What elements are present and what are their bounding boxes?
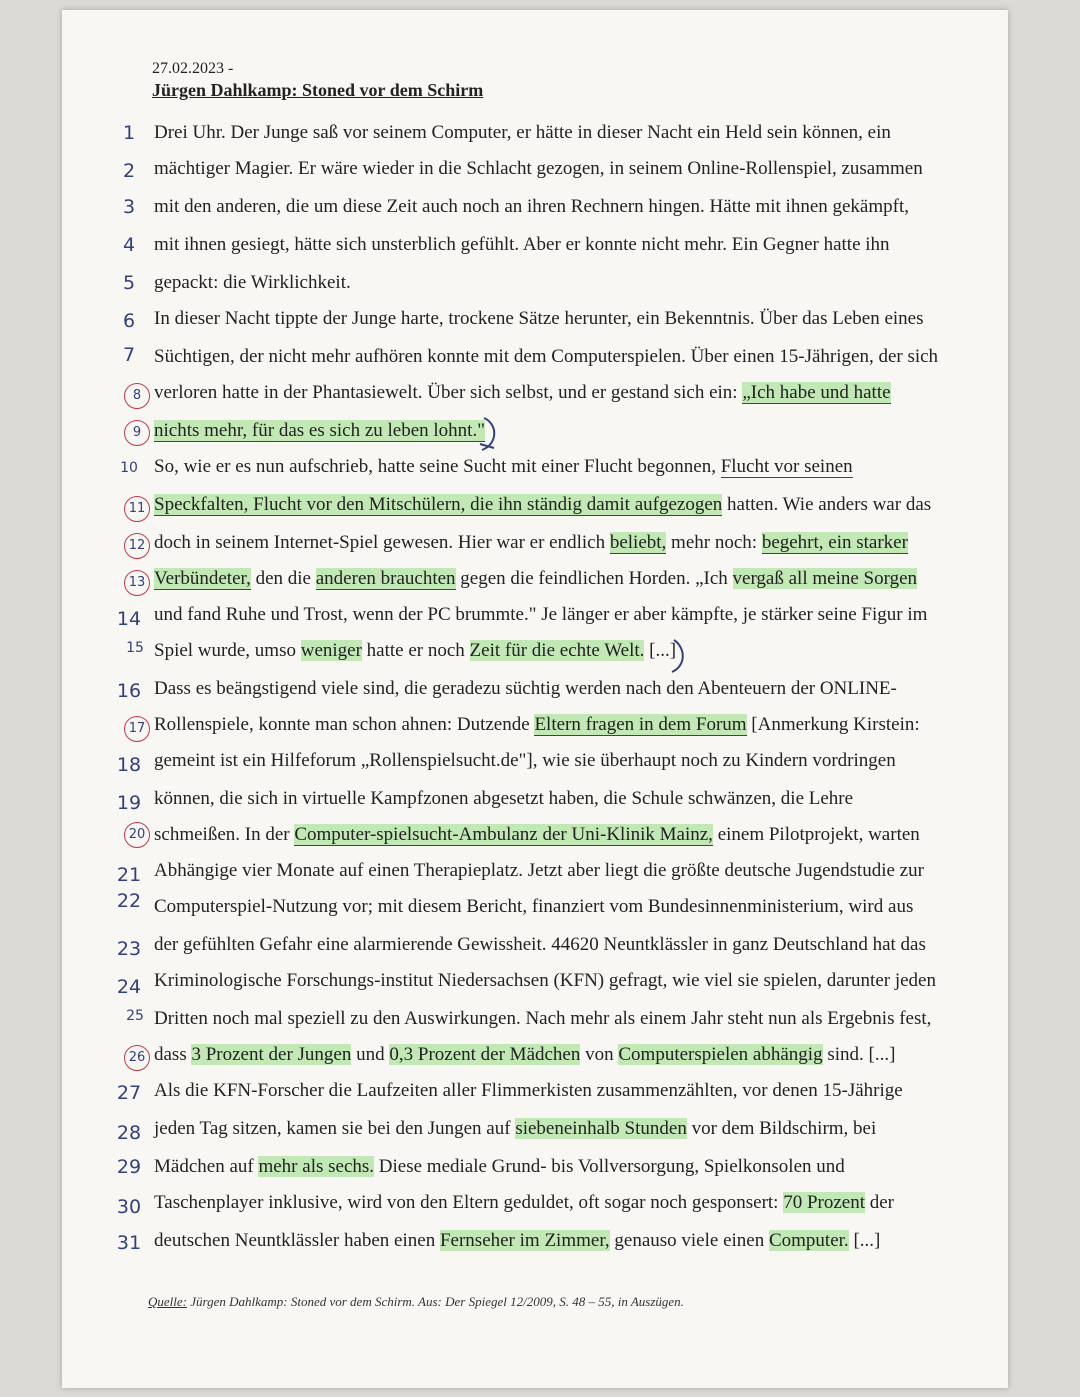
text-line: Rollenspiele, konnte man schon ahnen: Dutzende Eltern fragen in dem Forum [Anmerkung Kirstein: bbox=[154, 714, 920, 735]
text-line: und fand Ruhe und Trost, wenn der PC brummte." Je länger er aber kämpfte, je stärker seine Figur im bbox=[154, 604, 928, 625]
line-number-circled: 20 bbox=[124, 822, 150, 848]
text-line: Taschenplayer inklusive, wird von den Eltern geduldet, oft sogar noch gesponsert: 70 Prozent der bbox=[154, 1192, 895, 1213]
line-number: 15 bbox=[126, 640, 144, 656]
highlighted-phrase: 3 Prozent der Jungen bbox=[191, 1044, 352, 1065]
highlighted-phrase: Computerspielen abhängig bbox=[618, 1044, 823, 1065]
line-number: 23 bbox=[116, 938, 142, 960]
line-number: 3 bbox=[122, 196, 136, 218]
line-number: 4 bbox=[122, 234, 136, 256]
text-line: mächtiger Magier. Er wäre wieder in die Schlacht gezogen, in seinem Online-Rollenspiel, zusammen bbox=[154, 158, 923, 179]
line-number: 27 bbox=[116, 1082, 142, 1104]
line-number: 30 bbox=[116, 1196, 142, 1218]
line-number: 19 bbox=[116, 792, 142, 814]
line-number: 24 bbox=[116, 976, 142, 998]
highlighted-phrase: weniger bbox=[300, 640, 362, 661]
text-line: Speckfalten, Flucht vor den Mitschülern, die ihn ständig damit aufgezogen hatten. Wie anders war das bbox=[154, 494, 932, 515]
text-line: Abhängige vier Monate auf einen Therapieplatz. Jetzt aber liegt die größte deutsche Jugendstudie zur bbox=[154, 860, 924, 881]
text-line bbox=[154, 420, 934, 442]
highlighted-phrase: Computer. bbox=[768, 1230, 849, 1251]
highlighted-phrase: begehrt, ein starker bbox=[761, 532, 908, 553]
text-line: deutschen Neuntklässler haben einen Fernseher im Zimmer, genauso viele einen Computer. [...] bbox=[154, 1230, 881, 1251]
text-line: Dritten noch mal speziell zu den Auswirkungen. Nach mehr als einem Jahr steht nun als Ergebnis fest, bbox=[154, 1008, 932, 1029]
text-line: Mädchen auf mehr als sechs. Diese mediale Grund- bis Vollversorgung, Spielkonsolen und bbox=[154, 1156, 845, 1177]
text-line: So, wie er es nun aufschrieb, hatte seine Sucht mit einer Flucht begonnen, Flucht vor seinen bbox=[154, 456, 853, 477]
text-line: Kriminologische Forschungs-institut Niedersachsen (KFN) gefragt, wie viel sie spielen, darunter jeden bbox=[154, 970, 936, 991]
line-number-circled: 8 bbox=[124, 383, 150, 409]
text-line: mit ihnen gesiegt, hätte sich unsterblich gefühlt. Aber er konnte nicht mehr. Ein Gegner hatte ihn bbox=[154, 234, 890, 255]
text-line: Dass es beängstigend viele sind, die geradezu süchtig werden nach den Abenteuern der ONLINE- bbox=[154, 678, 897, 699]
highlighted-phrase: mehr als sechs. bbox=[258, 1156, 375, 1177]
highlighted-phrase: siebeneinhalb Stunden bbox=[515, 1118, 687, 1139]
highlighted-quote: „Ich habe und hatte bbox=[742, 382, 891, 403]
line-number-circled: 9 bbox=[124, 420, 150, 446]
text-line: Verbündeter, den die anderen brauchten gegen die feindlichen Horden. „Ich vergaß all meine Sorgen bbox=[154, 568, 918, 589]
line-number: 14 bbox=[116, 608, 142, 630]
text-line: In dieser Nacht tippte der Junge harte, trockene Sätze herunter, ein Bekenntnis. Über das Leben eines bbox=[154, 308, 924, 329]
line-number: 16 bbox=[116, 680, 142, 702]
text-line: Spiel wurde, umso weniger hatte er noch Zeit für die echte Welt. [...] bbox=[154, 640, 677, 661]
line-number: 31 bbox=[116, 1232, 142, 1254]
text-line: dass 3 Prozent der Jungen und 0,3 Prozent der Mädchen von Computerspielen abhängig sind. [...] bbox=[154, 1044, 896, 1065]
text-line: Als die KFN-Forscher die Laufzeiten aller Flimmerkisten zusammenzählten, vor denen 15-Jährige bbox=[154, 1080, 903, 1101]
underlined-phrase: Flucht vor seinen bbox=[720, 456, 853, 477]
text-line: verloren hatte in der Phantasiewelt. Über sich selbst, und er gestand sich ein: „Ich habe und hatte bbox=[154, 382, 891, 403]
line-number-circled: 12 bbox=[124, 533, 150, 559]
highlighted-phrase: anderen brauchten bbox=[315, 568, 456, 589]
line-number: 25 bbox=[126, 1008, 144, 1024]
source-citation: Quelle: Jürgen Dahlkamp: Stoned vor dem Schirm. Aus: Der Spiegel 12/2009, S. 48 – 55, in Auszügen. bbox=[148, 1294, 684, 1309]
text-line: mit den anderen, die um diese Zeit auch noch an ihren Rechnern hingen. Hätte mit ihnen gekämpft, bbox=[154, 196, 909, 217]
line-number: 7 bbox=[122, 344, 136, 366]
highlighted-phrase: beliebt, bbox=[609, 532, 667, 553]
source-label: Quelle: bbox=[148, 1294, 187, 1309]
text-line: Drei Uhr. Der Junge saß vor seinem Computer, er hätte in dieser Nacht ein Held sein können, ein bbox=[154, 122, 891, 143]
highlighted-phrase: Fernseher im Zimmer, bbox=[439, 1230, 610, 1251]
line-number: 28 bbox=[116, 1122, 142, 1144]
line-number: 5 bbox=[122, 272, 136, 294]
line-number-circled: 26 bbox=[124, 1045, 150, 1071]
text-line: schmeißen. In der Computer-spielsucht-Ambulanz der Uni-Klinik Mainz, einem Pilotprojekt, warten bbox=[154, 824, 920, 845]
highlighted-phrase: 70 Prozent bbox=[783, 1192, 865, 1213]
line-number: 22 bbox=[116, 890, 142, 912]
text-line: jeden Tag sitzen, kamen sie bei den Jungen auf siebeneinhalb Stunden vor dem Bildschirm, bei bbox=[154, 1118, 877, 1139]
line-number: 18 bbox=[116, 754, 142, 776]
highlighted-phrase: Verbündeter, bbox=[154, 568, 251, 589]
line-number: 21 bbox=[116, 864, 142, 886]
date: 27.02.2023 - bbox=[152, 60, 234, 77]
highlighted-phrase: 0,3 Prozent der Mädchen bbox=[389, 1044, 581, 1065]
text-line: können, die sich in virtuelle Kampfzonen abgesetzt haben, die Schule schwänzen, die Lehre bbox=[154, 788, 854, 809]
highlighted-phrase: Speckfalten, Flucht vor den Mitschülern, die ihn ständig damit aufgezogen bbox=[154, 494, 723, 515]
text-line: Süchtigen, der nicht mehr aufhören konnte mit dem Computerspielen. Über einen 15-Jährigen, der sich bbox=[154, 346, 939, 367]
highlighted-phrase: vergaß all meine Sorgen bbox=[732, 568, 918, 589]
line-number: 10 bbox=[120, 460, 138, 476]
text-line: Computerspiel-Nutzung vor; mit diesem Bericht, finanziert vom Bundesinnenministerium, wird aus bbox=[154, 896, 914, 917]
bracket-mark-icon bbox=[478, 414, 506, 454]
document-title: Jürgen Dahlkamp: Stoned vor dem Schirm bbox=[152, 80, 484, 100]
line-number-circled: 17 bbox=[124, 716, 150, 742]
bracket-mark-icon bbox=[668, 636, 692, 676]
line-number-circled: 13 bbox=[124, 570, 150, 596]
line-number-circled: 11 bbox=[124, 496, 150, 522]
text-line: doch in seinem Internet-Spiel gewesen. Hier war er endlich beliebt, mehr noch: begehrt, ein starker bbox=[154, 532, 908, 553]
line-number: 1 bbox=[122, 122, 136, 144]
text-line: gemeint ist ein Hilfeforum „Rollenspielsucht.de"], wie sie überhaupt noch zu Kindern vordringen bbox=[154, 750, 896, 771]
text-line: der gefühlten Gefahr eine alarmierende Gewissheit. 44620 Neuntklässler in ganz Deutschland hat das bbox=[154, 934, 926, 955]
highlighted-quote: nichts mehr, für das es sich zu leben lohnt." bbox=[154, 420, 485, 441]
line-number: 29 bbox=[116, 1156, 142, 1178]
line-number: 6 bbox=[122, 310, 136, 332]
highlighted-phrase: Eltern fragen in dem Forum bbox=[534, 714, 747, 735]
highlighted-phrase: Computer-spielsucht-Ambulanz der Uni-Klinik Mainz, bbox=[294, 824, 713, 845]
highlighted-phrase: Zeit für die echte Welt. bbox=[469, 640, 645, 661]
line-number: 2 bbox=[122, 160, 136, 182]
text-line: gepackt: die Wirklichkeit. bbox=[154, 272, 351, 293]
